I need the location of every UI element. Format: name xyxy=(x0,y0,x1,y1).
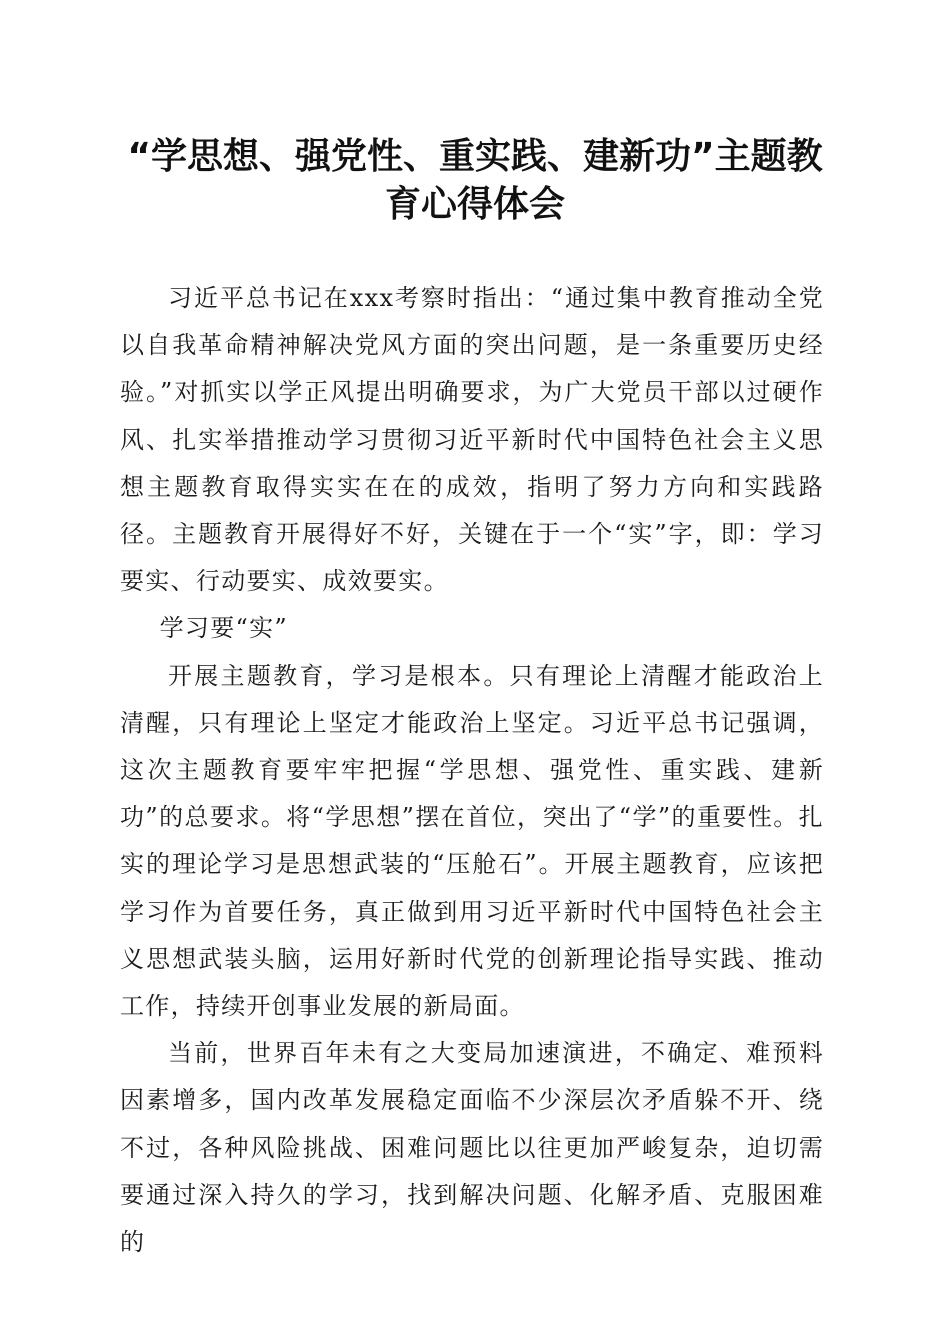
paragraph-intro: 习近平总书记在xxx考察时指出：“通过集中教育推动全党以自我革命精神解决党风方面的突出问题，是一条重要历史经验。”对抓实以学正风提出明确要求，为广大党员干部以过硬作风、扎实举措推动学习贯彻习近平新时代中国特色社会主义思想主题教育取得实实在在的成效，指明了努力方向和实践路径。主题教育开展得好不好，关键在于一个“实”字，即：学习要实、行动要实、成效要实。 xyxy=(120,284,824,596)
document-body xyxy=(120,275,824,1266)
paragraph-current-situation: 当前，世界百年未有之大变局加速演进，不确定、难预料因素增多，国内改革发展稳定面临不少深层次矛盾躲不开、绕不过，各种风险挑战、困难问题比以往更加严峻复杂，迫切需要通过深入持久的学习，找到解决问题、化解矛盾、克服困难的 xyxy=(120,1039,824,1257)
document-title: “学思想、强党性、重实践、建新功”主题教育心得体会 xyxy=(127,136,823,225)
section-heading-study: 学习要“实” xyxy=(159,614,288,643)
paragraph-study: 开展主题教育，学习是根本。只有理论上清醒才能政治上清醒，只有理论上坚定才能政治上坚定。习近平总书记强调，这次主题教育要牢牢把握“学思想、强党性、重实践、建新功”的总要求。将“学思想”摆在首位，突出了“学”的重要性。扎实的理论学习是思想武装的“压舱石”。开展主题教育，应该把学习作为首要任务，真正做到用习近平新时代中国特色社会主义思想武装头脑，运用好新时代党的创新理论指导实践、推动工作，持续开创事业发展的新局面。 xyxy=(120,661,824,1021)
